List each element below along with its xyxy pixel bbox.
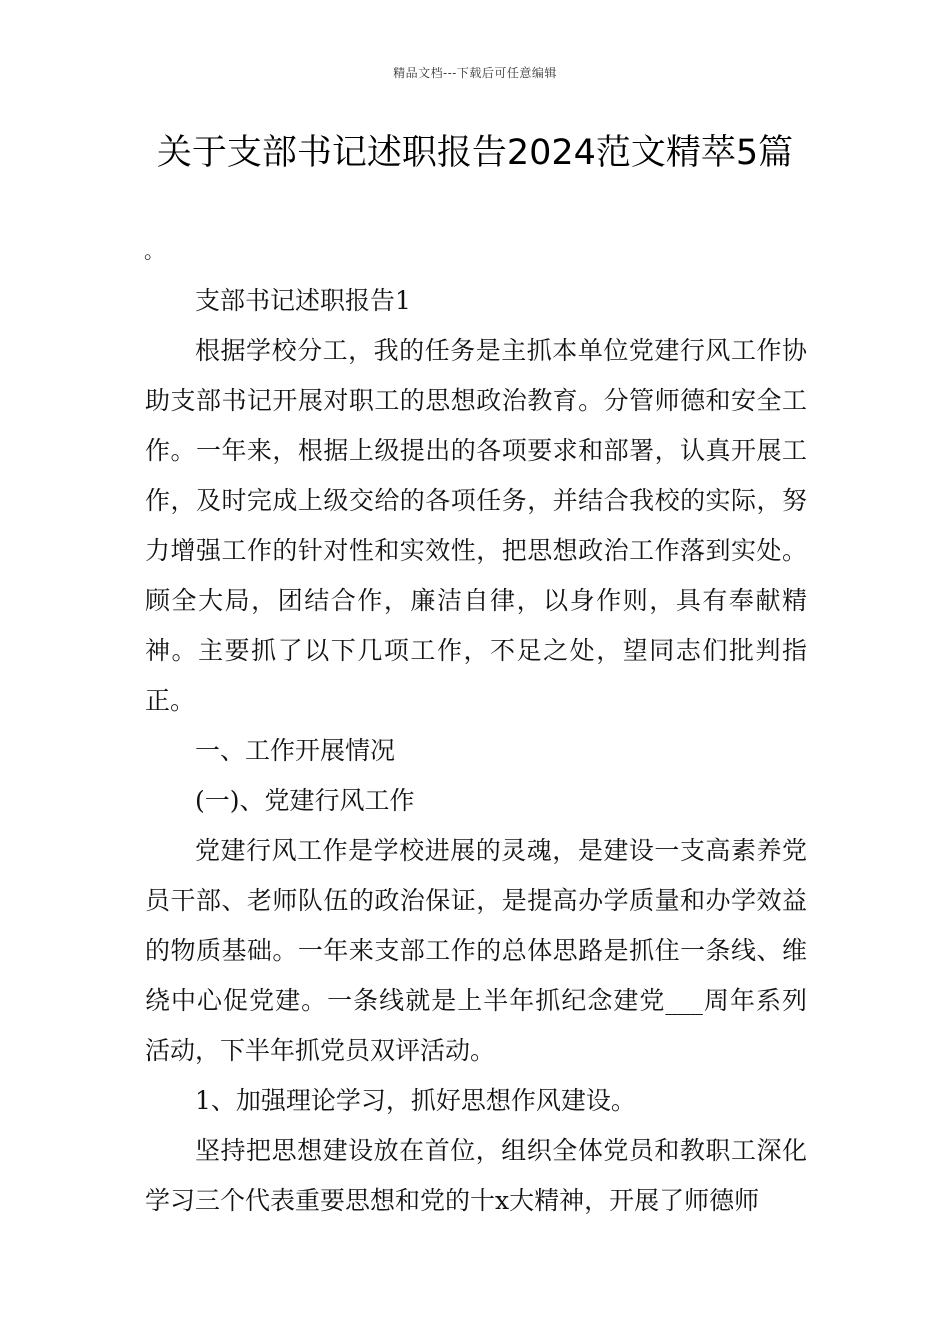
paragraph-subheading: (一)、党建行风工作 [195, 786, 415, 815]
paragraph: 根据学校分工，我的任务是主抓本单位党建行风工作协助支部书记开展对职工的思想政治教育。分管师德和安全工作。一年来，根据上级提出的各项要求和部署，认真开展工作，及时完成上级交给的各项任务，并结合我校的实际，努力增强工作的针对性和实效性，把思想政治工作落到实处。顾全大局，团结合作，廉洁自律，以身作则，具有奉献精神。主要抓了以下几项工作，不足之处，望同志们批判指正。 [145, 336, 807, 715]
paragraph-section-heading: 支部书记述职报告1 [195, 286, 411, 315]
document-body [145, 276, 807, 1226]
paragraph: 坚持把思想建设放在首位，组织全体党员和教职工深化学习三个代表重要思想和党的十x大精神，开展了师德师 [145, 1136, 807, 1215]
leading-mark: 。 [144, 239, 164, 263]
paragraph-heading: 一、工作开展情况 [195, 736, 396, 765]
document-title: 关于支部书记述职报告2024范文精萃5篇 [156, 133, 794, 173]
header-note: 精品文档---下载后可任意编辑 [393, 66, 557, 80]
paragraph-item-heading: 1、加强理论学习，抓好思想作风建设。 [195, 1086, 636, 1115]
paragraph: 党建行风工作是学校进展的灵魂，是建设一支高素养党员干部、老师队伍的政治保证，是提高办学质量和办学效益的物质基础。一年来支部工作的总体思路是抓住一条线、维绕中心促党建。一条线就是上半年抓纪念建党___周年系列活动，下半年抓党员双评活动。 [145, 836, 807, 1065]
